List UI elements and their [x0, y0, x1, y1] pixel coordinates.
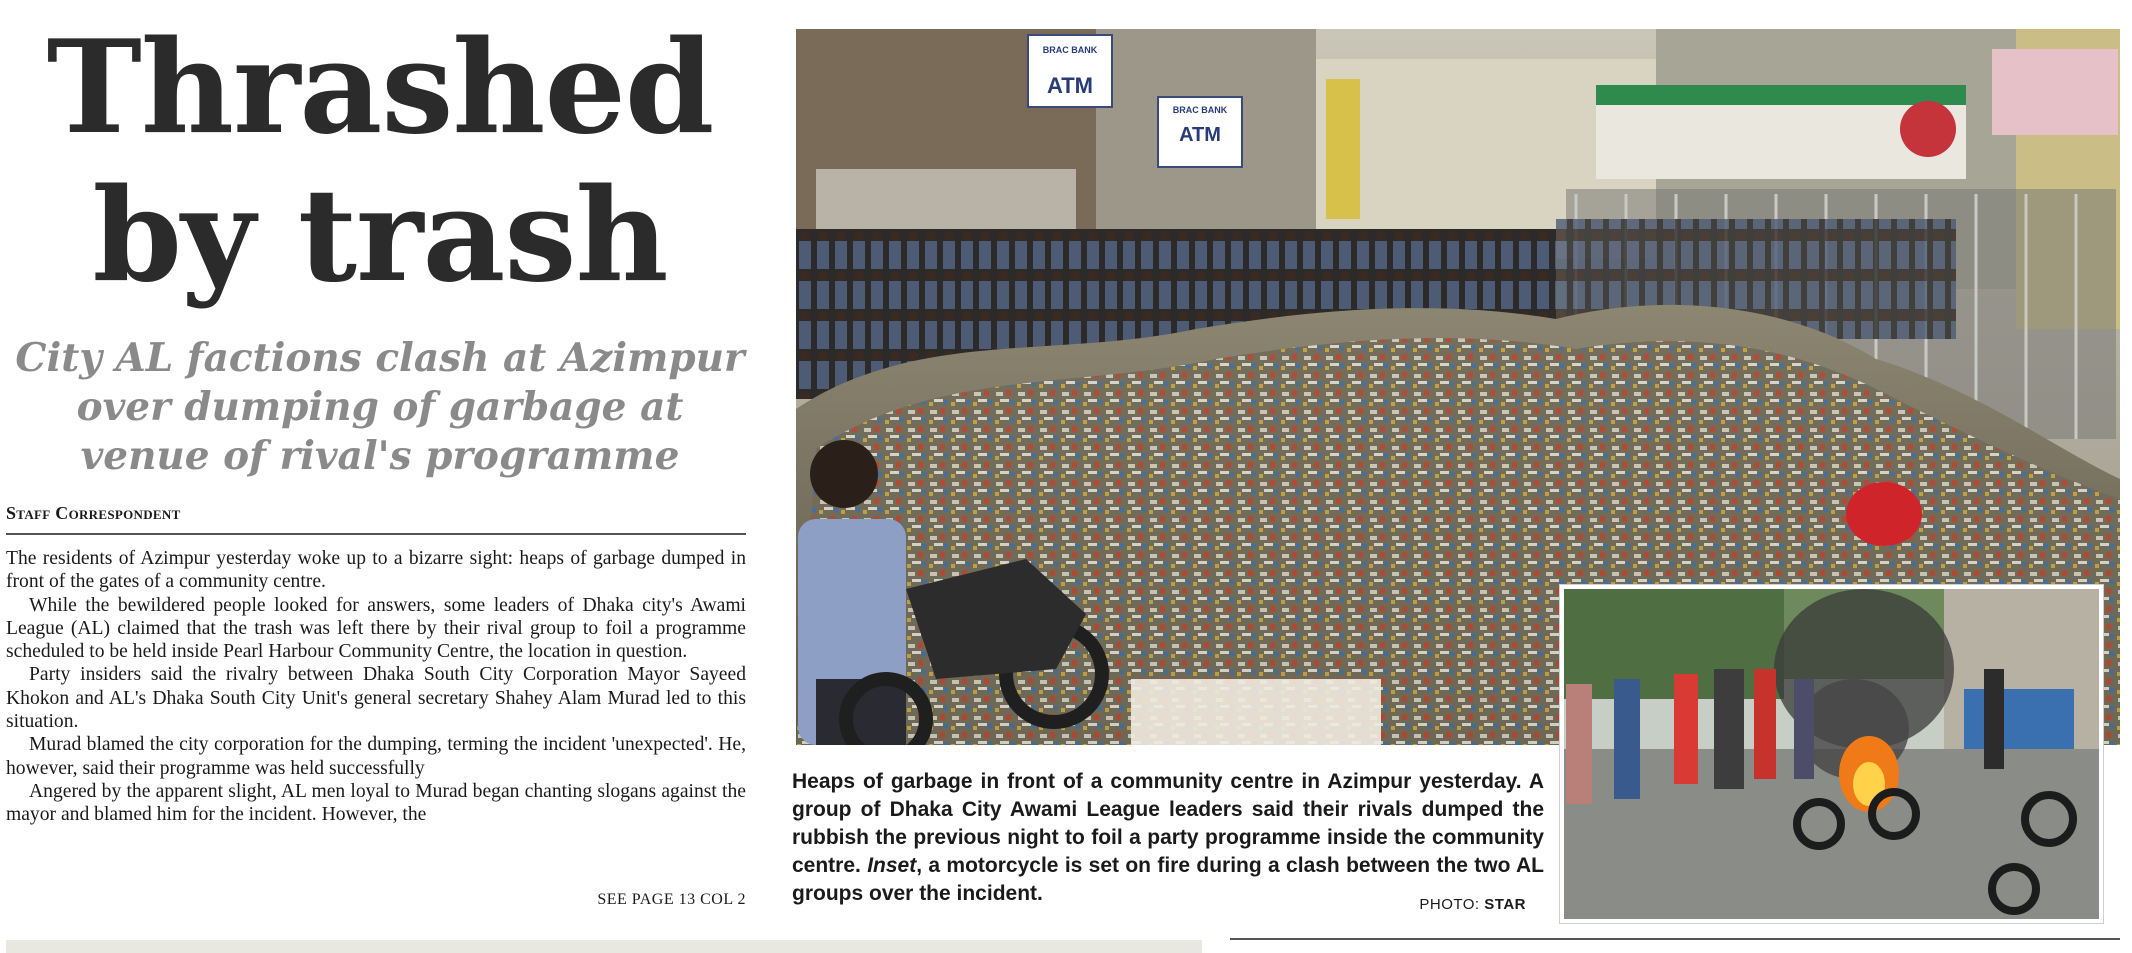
continued-link[interactable]: SEE PAGE 13 COL 2	[597, 891, 746, 908]
subhead-line-3: venue of rival's programme	[80, 433, 680, 479]
sign-atm-left: ATM	[1046, 73, 1094, 98]
caption-text-1: Heaps of garbage in front of a community centre in Azimpur yesterday. A group of Dhaka City Awami League leaders said their rivals dumped the rubbish the previous night to foil a party programme inside the community centre.	[792, 770, 1544, 877]
inset-photo	[1560, 585, 2103, 923]
subhead-line-1: City AL factions clash at Azimpur	[15, 335, 745, 381]
atm-sign-right	[1158, 97, 1242, 167]
credit-label: PHOTO:	[1419, 896, 1485, 913]
atm-sign-left	[1028, 35, 1112, 107]
credit-name: STAR	[1484, 896, 1526, 913]
footer-rule	[1230, 938, 2120, 940]
byline-rule	[6, 533, 746, 535]
article-body	[6, 547, 746, 827]
paragraph-4: Murad blamed the city corporation for the dumping, terming the incident 'unexpected'. He, however, said their programme was held successfully	[6, 734, 746, 779]
photo-caption	[792, 768, 1544, 908]
sign-brand-right: BRAC BANK	[1172, 105, 1228, 115]
paragraph-5: Angered by the apparent slight, AL men loyal to Murad began chanting slogans against the mayor and blamed him for the incident. However, the	[6, 780, 746, 826]
paragraph-2: While the bewildered people looked for answers, some leaders of Dhaka city's Awami League (AL) claimed that the trash was left there by their rival group to foil a programme scheduled to be held inside Pearl Harbour Community Centre, the location in question.	[6, 594, 746, 663]
paragraph-3: Party insiders said the rivalry between Dhaka South City Corporation Mayor Sayeed Khokon and AL's Dhaka South City Unit's general secretary Shahey Alam Murad led to this situation.	[6, 664, 746, 733]
paragraph-1: The residents of Azimpur yesterday woke up to a bizarre sight: heaps of garbage dumped in front of the gates of a community centre.	[6, 548, 746, 593]
sign-atm-right: ATM	[1179, 124, 1221, 146]
subheadline	[0, 334, 760, 481]
footer-band	[6, 940, 1202, 953]
caption-inset-word: Inset	[867, 854, 917, 877]
subhead-line-2: over dumping of garbage at	[76, 384, 684, 430]
headline	[0, 14, 760, 310]
caption-text-2: , a motorcycle is set on fire during a clash between the two AL groups over the incident.	[792, 854, 1544, 905]
byline: Staff Correspondent	[6, 503, 181, 523]
sign-brand-left: BRAC BANK	[1042, 45, 1098, 55]
photo-credit	[1400, 896, 1526, 913]
headline-line-2: by trash	[92, 161, 668, 311]
headline-line-1: Thrashed	[46, 13, 714, 163]
